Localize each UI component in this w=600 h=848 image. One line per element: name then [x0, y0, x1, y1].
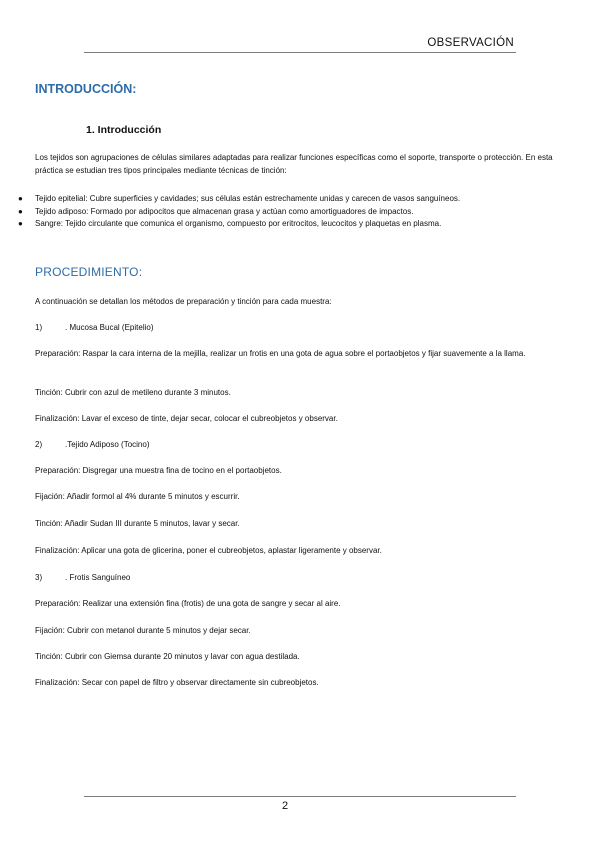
section-number: 1) — [35, 323, 43, 332]
section-3-fixation: Fijación: Cubrir con metanol durante 5 minutos y dejar secar. — [35, 626, 251, 635]
section-3-title: 3) . Frotis Sanguíneo — [35, 573, 131, 582]
bullet-icon: ● — [18, 194, 23, 203]
section-1-finish: Finalización: Lavar el exceso de tinte, dejar secar, colocar el cubreobjetos y observar. — [35, 414, 338, 423]
list-item: ● Tejido epitelial: Cubre superficies y cavidades; sus células están estrechamente unidas y carecen de vasos sanguíneos. — [18, 193, 558, 206]
bullet-icon: ● — [18, 219, 23, 228]
section-2-fixation: Fijación: Añadir formol al 4% durante 5 minutos y escurrir. — [35, 492, 240, 501]
header-divider — [84, 52, 516, 53]
footer-divider — [84, 796, 516, 797]
section-2-staining: Tinción: Añadir Sudan III durante 5 minutos, lavar y secar. — [35, 519, 240, 528]
section-2-title: 2) .Tejido Adiposo (Tocino) — [35, 440, 150, 449]
section-3-finish: Finalización: Secar con papel de filtro y observar directamente sin cubreobjetos. — [35, 678, 319, 687]
introduction-subheading: 1. Introducción — [86, 124, 162, 136]
introduction-heading: INTRODUCCIÓN: — [35, 82, 137, 96]
section-3-staining: Tinción: Cubrir con Giemsa durante 20 minutos y lavar con agua destilada. — [35, 652, 300, 661]
introduction-paragraph: Los tejidos son agrupaciones de células similares adaptadas para realizar funciones específicas como el soporte, transporte o protección. En esta práctica se estudian tres tipos principales mediante técnicas de tinción: — [35, 153, 553, 175]
page-header-title: OBSERVACIÓN — [427, 37, 514, 49]
section-2-preparation: Preparación: Disgregar una muestra fina de tocino en el portaobjetos. — [35, 466, 282, 475]
tissue-type-list — [18, 193, 558, 231]
section-1-preparation: Preparación: Raspar la cara interna de la mejilla, realizar un frotis en una gota de agua sobre el portaobjetos y fijar suavemente a la llama. — [35, 349, 526, 358]
section-1-staining: Tinción: Cubrir con azul de metileno durante 3 minutos. — [35, 388, 231, 397]
section-2-finish: Finalización: Aplicar una gota de glicerina, poner el cubreobjetos, aplastar ligeramente y observar. — [35, 546, 382, 555]
procedure-intro: A continuación se detallan los métodos de preparación y tinción para cada muestra: — [35, 297, 332, 306]
section-number: 3) — [35, 573, 43, 582]
procedure-heading: PROCEDIMIENTO: — [35, 265, 143, 279]
list-item: ● Tejido adiposo: Formado por adipocitos que almacenan grasa y actúan como amortiguadores de impactos. — [18, 206, 558, 219]
page-number: 2 — [281, 800, 289, 812]
section-3-preparation: Preparación: Realizar una extensión fina (frotis) de una gota de sangre y secar al aire. — [35, 599, 341, 608]
section-number: 2) — [35, 440, 43, 449]
section-1-title: 1) . Mucosa Bucal (Epitelio) — [35, 323, 154, 332]
list-item: ● Sangre: Tejido circulante que comunica el organismo, compuesto por eritrocitos, leucocitos y plaquetas en plasma. — [18, 218, 558, 231]
bullet-icon: ● — [18, 206, 23, 216]
